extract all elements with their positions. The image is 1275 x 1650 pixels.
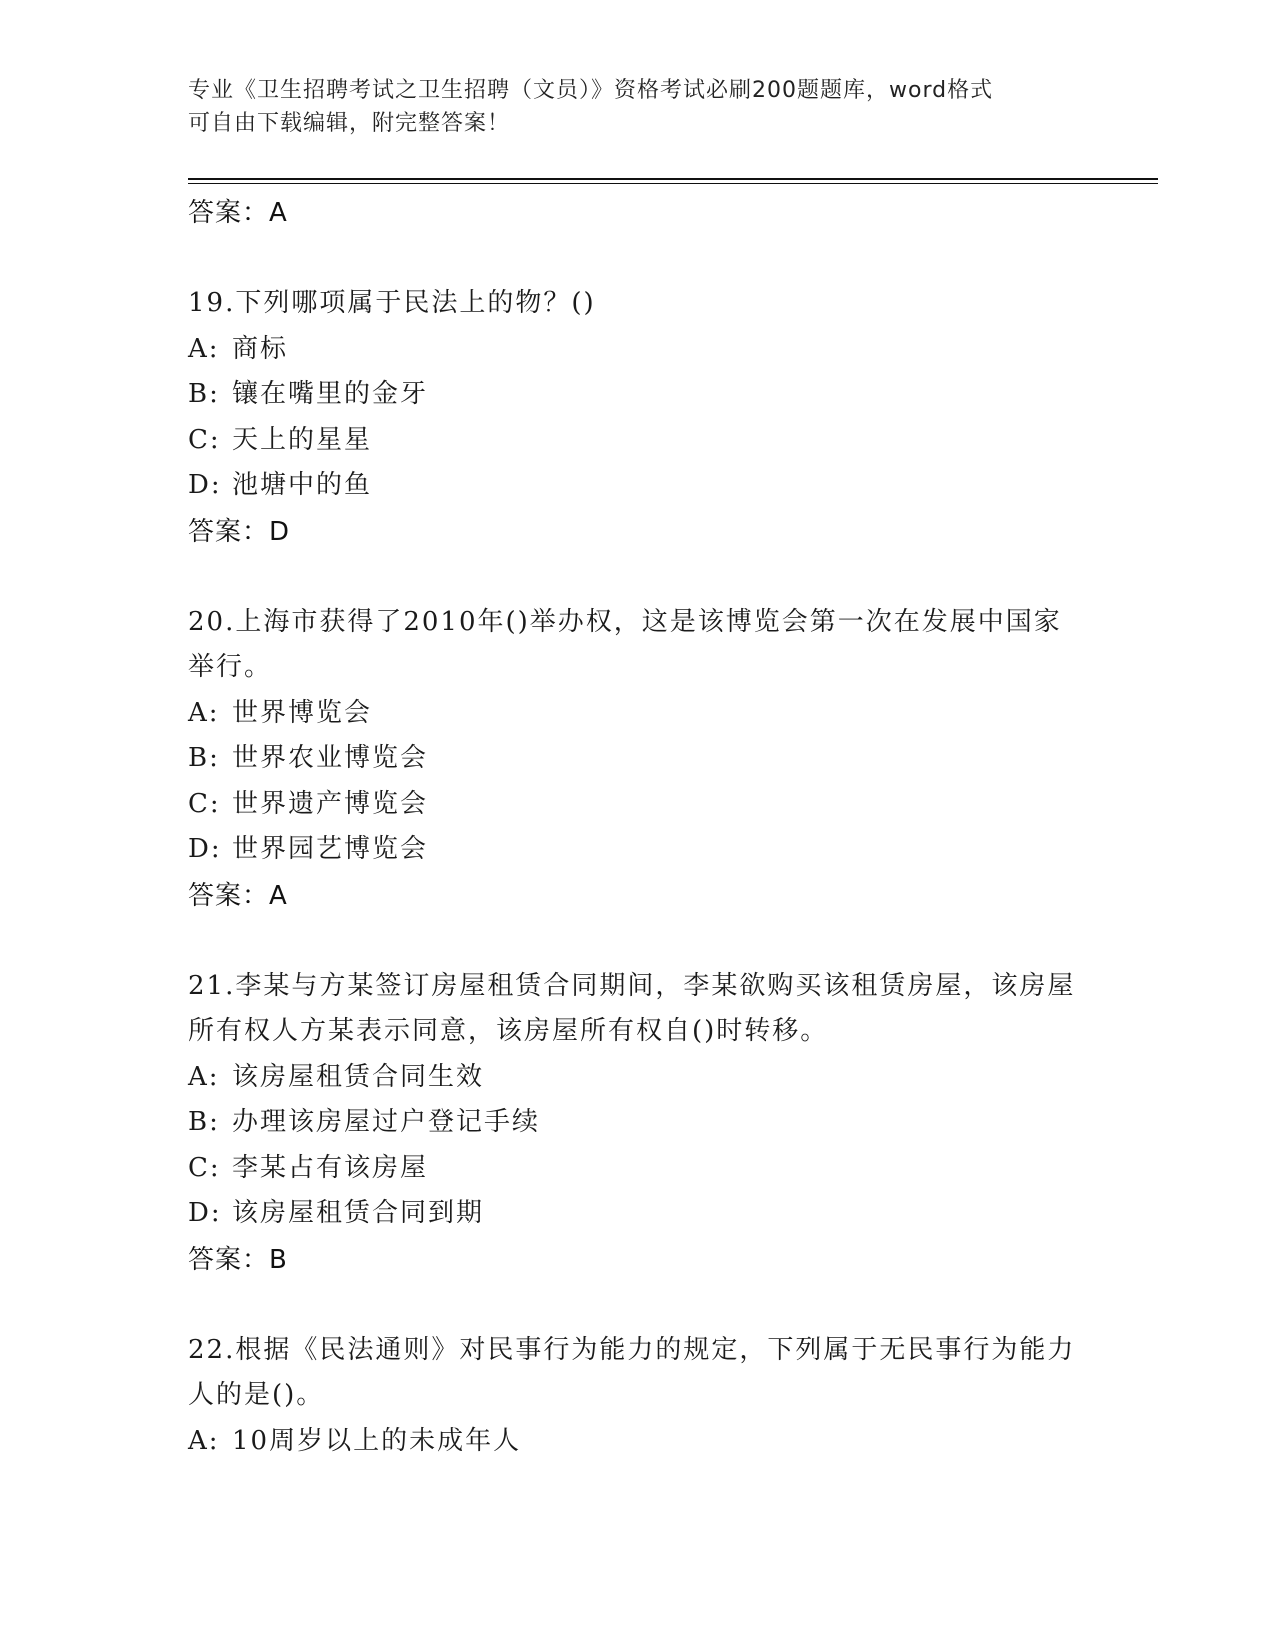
option-letter: C: [188, 424, 221, 455]
header-intro-line-2: 可自由下载编辑，附完整答案！ [188, 111, 511, 136]
option-text: 镶在嘴里的金牙 [232, 379, 429, 409]
question-block-21 [188, 964, 1088, 1283]
option-text: 池塘中的鱼 [232, 470, 373, 500]
spacer [188, 555, 1088, 600]
answer-line: 答案：D [188, 516, 291, 547]
option-c [188, 782, 1088, 828]
header-intro-line-1: 专业《卫生招聘考试之卫生招聘（文员）》资格考试必刷200题题库，word格式 [188, 78, 994, 103]
question-block-22 [188, 1328, 1088, 1465]
option-text: 世界园艺博览会 [232, 834, 429, 864]
document-header [188, 74, 1088, 140]
option-d [188, 463, 1088, 509]
question-stem: 21.李某与方某签订房屋租赁合同期间，李某欲购买该租赁房屋，该房屋所有权人方某表示同意，该房屋所有权自()时转移。 [188, 970, 1076, 1046]
option-b [188, 372, 1088, 418]
question-stem: 22.根据《民法通则》对民事行为能力的规定，下列属于无民事行为能力人的是()。 [188, 1334, 1076, 1410]
option-text: 世界农业博览会 [232, 743, 429, 773]
option-letter: C: [188, 1152, 221, 1183]
option-b [188, 1100, 1088, 1146]
option-letter: A: [188, 1425, 220, 1456]
question-block-19 [188, 281, 1088, 555]
option-letter: C: [188, 788, 221, 819]
option-text: 世界遗产博览会 [232, 788, 429, 819]
option-text: 该房屋租赁合同生效 [232, 1061, 485, 1092]
option-letter: B: [188, 743, 220, 773]
option-text: 该房屋租赁合同到期 [232, 1198, 485, 1228]
option-b [188, 736, 1088, 782]
option-letter: B: [188, 1107, 220, 1137]
spacer [188, 1283, 1088, 1328]
option-text: 世界博览会 [232, 697, 373, 728]
spacer [188, 236, 1088, 281]
option-letter: A: [188, 333, 220, 364]
option-letter: D: [188, 834, 222, 864]
option-a [188, 1055, 1088, 1101]
option-text: 商标 [232, 333, 289, 364]
option-d [188, 1191, 1088, 1237]
option-letter: A: [188, 697, 220, 728]
spacer [188, 919, 1088, 964]
question-stem: 19.下列哪项属于民法上的物？() [188, 288, 596, 318]
option-a [188, 1419, 1088, 1465]
option-letter: A: [188, 1061, 220, 1092]
option-a [188, 691, 1088, 737]
question-list [188, 190, 1088, 1464]
option-c [188, 1146, 1088, 1192]
option-text: 李某占有该房屋 [232, 1152, 429, 1183]
header-divider-thin [188, 183, 1158, 184]
option-letter: D: [188, 1198, 222, 1228]
answer-line: 答案：B [188, 1244, 288, 1275]
option-letter: D: [188, 470, 222, 500]
header-divider-thick [188, 178, 1158, 180]
question-block-20 [188, 600, 1088, 919]
option-text: 办理该房屋过户登记手续 [232, 1107, 541, 1137]
answer-line: 答案：A [188, 198, 288, 228]
option-text: 10周岁以上的未成年人 [232, 1425, 522, 1456]
option-text: 天上的星星 [232, 424, 373, 455]
option-a [188, 327, 1088, 373]
option-d [188, 827, 1088, 873]
option-letter: B: [188, 379, 220, 409]
answer-line: 答案：A [188, 880, 288, 911]
option-c [188, 418, 1088, 464]
question-stem: 20.上海市获得了2010年()举办权，这是该博览会第一次在发展中国家举行。 [188, 606, 1062, 682]
